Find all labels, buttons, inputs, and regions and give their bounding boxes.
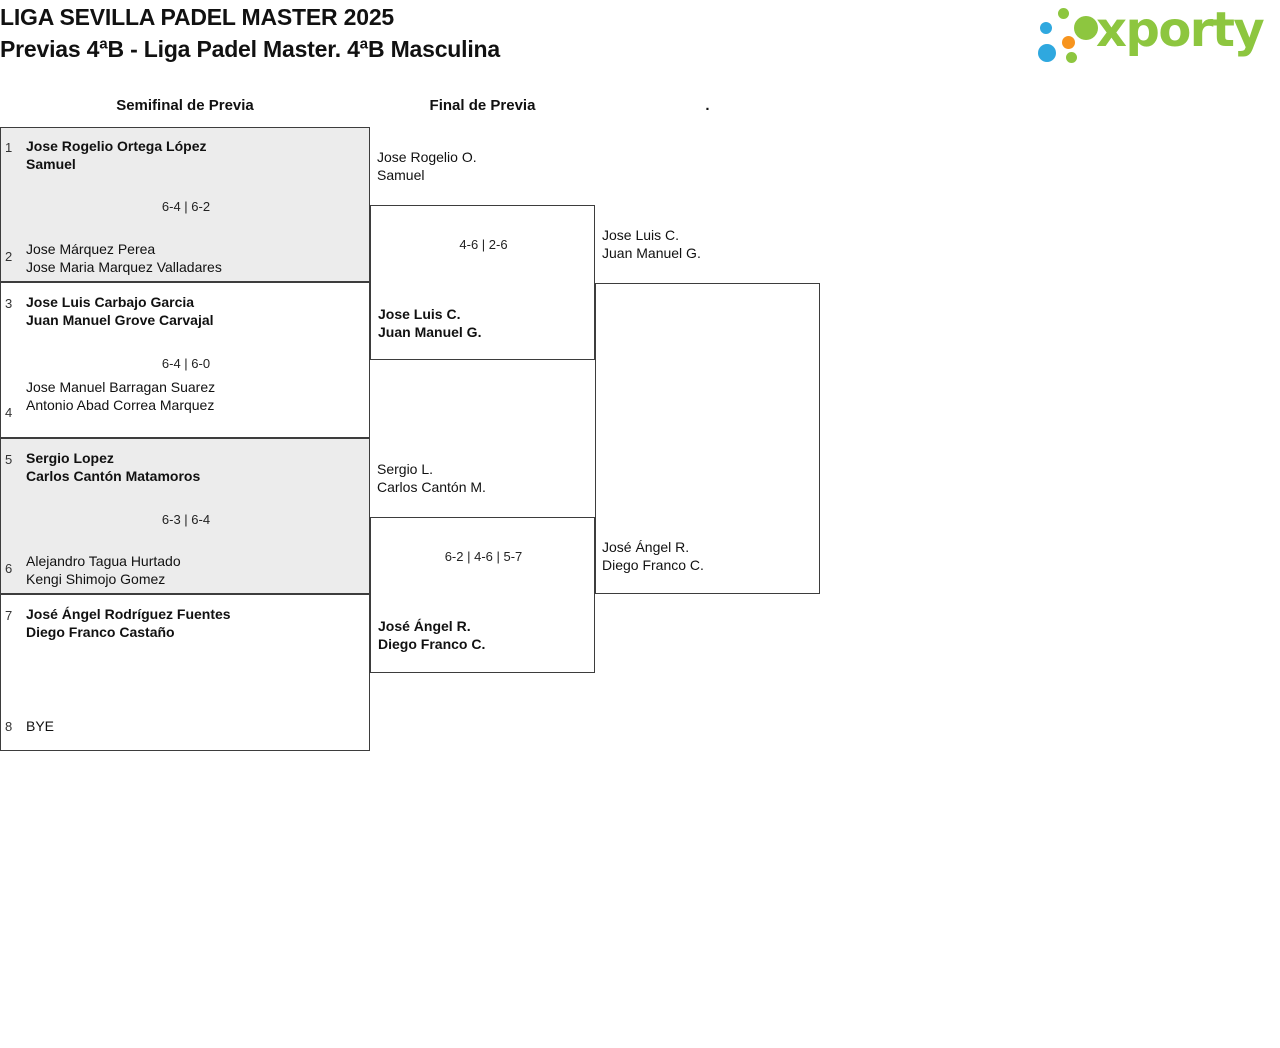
tournament-subtitle: Previas 4ªB - Liga Padel Master. 4ªB Masculina — [0, 36, 500, 62]
logo-wordmark: xporty — [1096, 2, 1264, 58]
player-name: José Ángel R. — [378, 618, 471, 634]
match-score: 4-6 | 2-6 — [459, 237, 508, 252]
player-name: Alejandro Tagua Hurtado — [26, 553, 181, 569]
player-name: Jose Rogelio O. — [377, 149, 477, 165]
match-score: 6-2 | 4-6 | 5-7 — [444, 549, 523, 564]
player-name: Juan Manuel G. — [378, 324, 482, 340]
player-name: Jose Luis C. — [602, 227, 680, 243]
player-name: Antonio Abad Correa Marquez — [26, 397, 215, 413]
seed-number: 1 — [5, 140, 13, 155]
seed-number: 6 — [5, 561, 13, 576]
player-name: Sergio L. — [377, 461, 434, 477]
player-name: Jose Manuel Barragan Suarez — [26, 379, 216, 395]
round-header-winner: . — [705, 97, 710, 114]
player-name: Sergio Lopez — [26, 450, 114, 466]
match-score: 6-4 | 6-0 — [161, 356, 211, 371]
player-name: Juan Manuel Grove Carvajal — [26, 312, 214, 328]
player-name: Jose Luis Carbajo Garcia — [26, 294, 195, 310]
seed-number: 7 — [5, 608, 13, 623]
round-header-semifinal: Semifinal de Previa — [116, 97, 254, 114]
player-name: Diego Franco C. — [378, 636, 486, 652]
player-name: José Ángel Rodríguez Fuentes — [26, 606, 231, 622]
match-r2-m1[interactable] — [370, 205, 595, 360]
player-name: Jose Luis C. — [378, 306, 461, 322]
round-header-final: Final de Previa — [429, 97, 536, 114]
match-r1-m3[interactable] — [0, 438, 370, 594]
seed-number: 3 — [5, 296, 13, 311]
player-name: Jose Rogelio Ortega López — [26, 138, 207, 154]
player-name: Samuel — [377, 167, 425, 183]
match-r1-m1[interactable] — [0, 127, 370, 282]
match-r1-m4[interactable] — [0, 594, 370, 751]
player-name: Samuel — [26, 156, 76, 172]
player-name: Carlos Cantón Matamoros — [26, 468, 201, 484]
player-name: Diego Franco C. — [602, 557, 704, 573]
seed-number: 2 — [5, 249, 13, 264]
player-name: Juan Manuel G. — [602, 245, 701, 261]
seed-number: 8 — [5, 719, 13, 734]
seed-number: 4 — [5, 405, 13, 420]
player-name: Carlos Cantón M. — [377, 479, 486, 495]
player-name: Jose Márquez Perea — [26, 241, 156, 257]
player-name: Jose Maria Marquez Valladares — [26, 259, 222, 275]
player-name: José Ángel R. — [602, 539, 690, 555]
match-score: 6-3 | 6-4 — [161, 512, 211, 527]
seed-number: 5 — [5, 452, 13, 467]
tournament-title: LIGA SEVILLA PADEL MASTER 2025 — [0, 4, 395, 30]
match-score: 6-4 | 6-2 — [161, 199, 211, 214]
player-name: BYE — [26, 718, 55, 734]
match-r1-m2[interactable] — [0, 282, 370, 438]
player-name: Kengi Shimojo Gomez — [26, 571, 166, 587]
player-name: Diego Franco Castaño — [26, 624, 175, 640]
match-r2-m2[interactable] — [370, 517, 595, 673]
